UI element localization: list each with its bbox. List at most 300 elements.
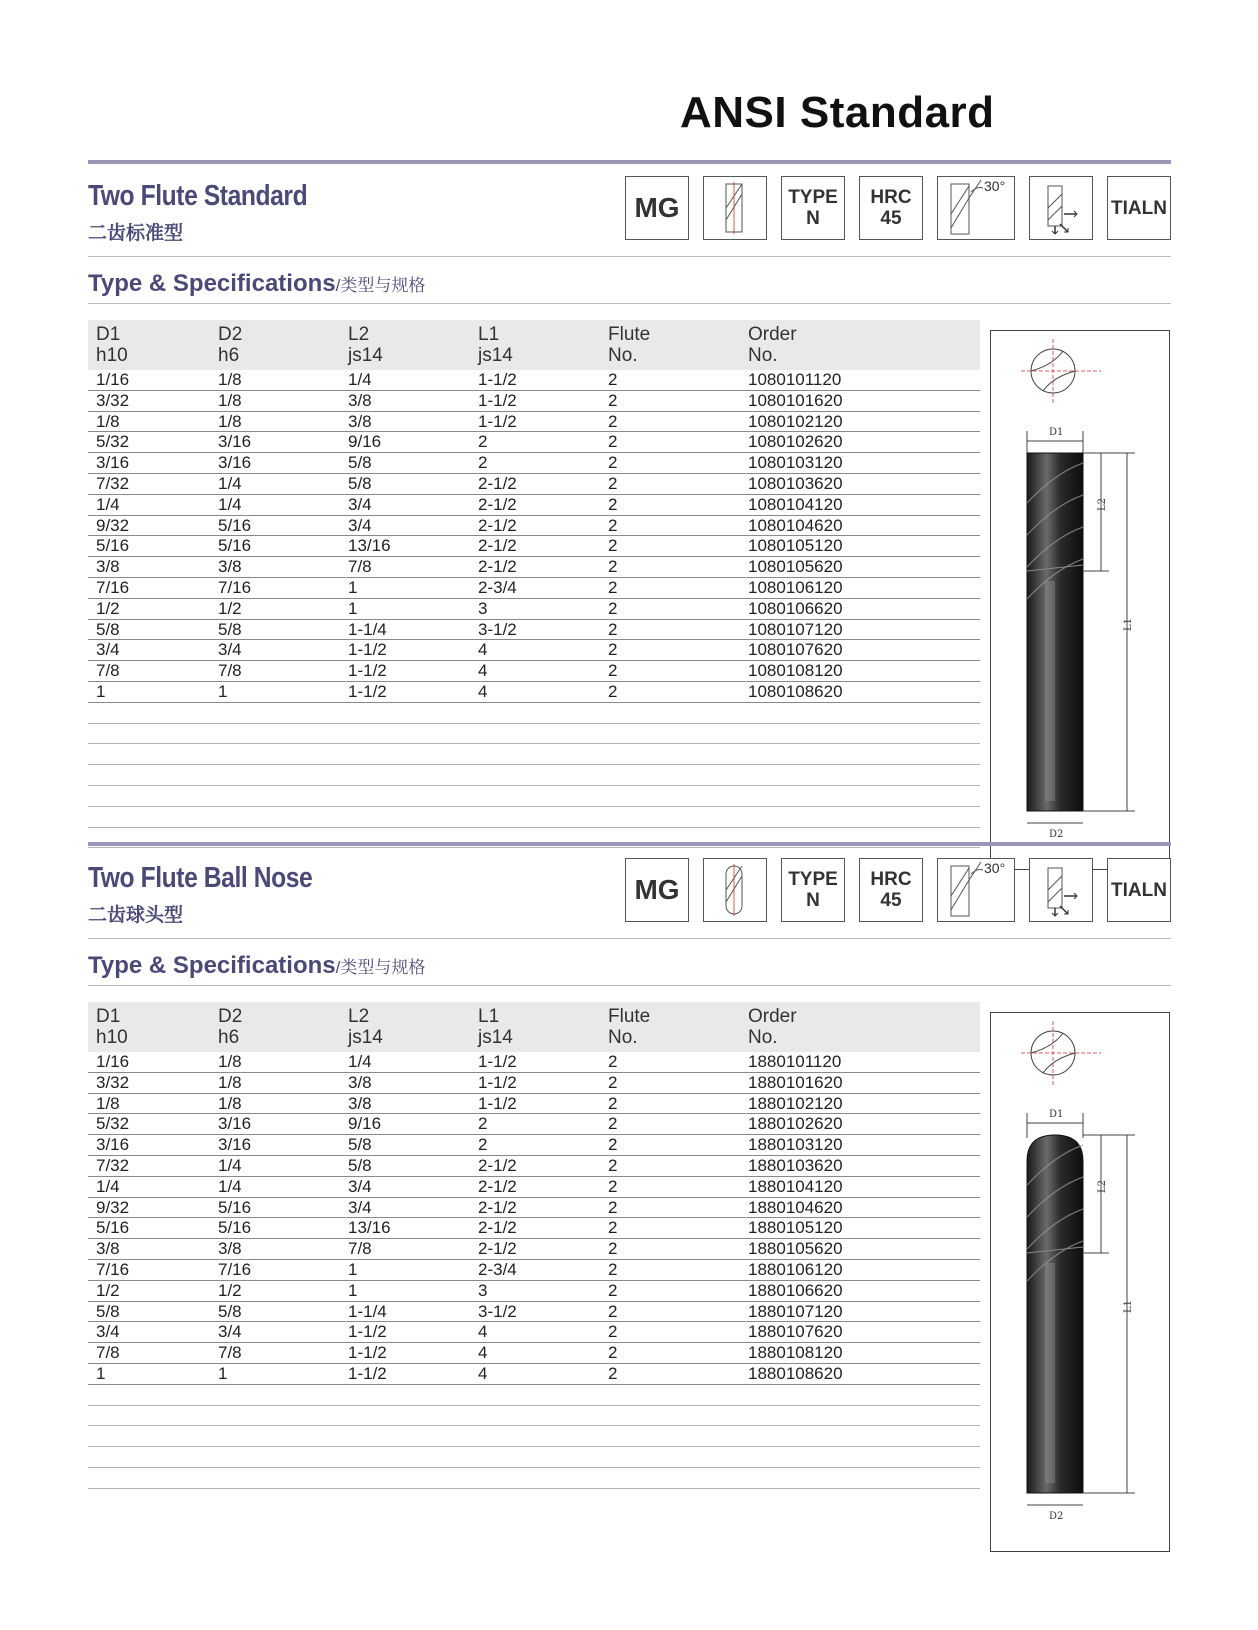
type-label: TYPE (788, 869, 838, 890)
table-cell: 2 (608, 515, 618, 535)
table-cell: 5/16 (218, 515, 252, 535)
column-header-label: Order (748, 1006, 797, 1027)
table-cell: 2-1/2 (478, 473, 517, 493)
column-header-label: L2 (348, 324, 370, 345)
hrc-label: HRC (870, 869, 912, 890)
table-cell: 3/4 (218, 640, 242, 660)
table-cell: 4 (478, 681, 488, 701)
table-cell: 1/8 (96, 1093, 120, 1113)
material-badge (625, 176, 689, 240)
d2-label: D2 (1049, 829, 1064, 840)
table-row (88, 1177, 980, 1198)
table-row (88, 1239, 980, 1260)
table-row (88, 495, 980, 516)
table-cell: 5/16 (218, 1218, 252, 1238)
table-cell: 1080101620 (748, 390, 843, 410)
table-cell: 3/8 (218, 1239, 242, 1259)
table-cell: 2-1/2 (478, 1197, 517, 1217)
table-row (88, 1343, 980, 1364)
column-header (478, 324, 513, 366)
table-row (88, 640, 980, 661)
table-cell: 1/2 (218, 1280, 242, 1300)
empty-table-row (88, 703, 980, 724)
d2-label: D2 (1049, 1511, 1064, 1522)
column-header-tolerance: h10 (96, 1027, 128, 1048)
table-cell: 1880105120 (748, 1218, 843, 1238)
cutting-direction-icon (1036, 180, 1086, 236)
column-header-label: Order (748, 324, 797, 345)
table-cell: 2 (608, 432, 618, 452)
table-cell: 1080106120 (748, 577, 843, 597)
table-cell: 3-1/2 (478, 1301, 517, 1321)
table-cell: 3-1/2 (478, 619, 517, 639)
table-cell: 1 (218, 681, 228, 701)
table-cell: 1 (218, 1363, 228, 1383)
table-cell: 3/16 (218, 432, 252, 452)
product-section (88, 842, 1171, 1522)
table-cell: 1-1/2 (478, 1052, 517, 1071)
table-cell: 7/8 (96, 661, 120, 681)
hrc-value: 45 (880, 208, 902, 229)
table-cell: 2 (608, 370, 618, 389)
table-cell: 2 (608, 661, 618, 681)
end-mill-illustration (991, 331, 1169, 869)
table-cell: 1880103620 (748, 1155, 843, 1175)
table-cell: 3/16 (218, 1114, 252, 1134)
section-title: Two Flute Standard (88, 180, 308, 212)
table-cell: 1-1/2 (478, 1072, 517, 1092)
table-cell: 1880104120 (748, 1176, 843, 1196)
section-rule (88, 256, 1171, 257)
empty-table-row (88, 744, 980, 765)
column-header-label: D1 (96, 324, 121, 345)
table-row (88, 370, 980, 391)
table-cell: 1080104620 (748, 515, 843, 535)
table-row (88, 557, 980, 578)
table-cell: 1880104620 (748, 1197, 843, 1217)
column-header-label: D2 (218, 324, 243, 345)
tool-shape-badge (703, 858, 767, 922)
table-cell: 4 (478, 640, 488, 660)
table-cell: 3/8 (96, 557, 120, 577)
table-row (88, 578, 980, 599)
table-cell: 2 (608, 473, 618, 493)
coating-badge (1107, 858, 1171, 922)
d1-label: D1 (1049, 427, 1064, 438)
table-cell: 1080102120 (748, 411, 843, 431)
empty-table-row (88, 786, 980, 807)
table-cell: 5/8 (218, 619, 242, 639)
column-header-label: D1 (96, 1006, 121, 1027)
type-label: TYPE (788, 187, 838, 208)
coating-label: TIALN (1111, 879, 1167, 901)
type-value: N (806, 208, 820, 229)
table-cell: 2 (608, 390, 618, 410)
table-cell: 1/4 (218, 494, 242, 514)
helix-angle-value: 30° (984, 178, 1006, 194)
column-header-tolerance: h10 (96, 345, 128, 366)
table-cell: 2-1/2 (478, 557, 517, 577)
table-cell: 1/8 (218, 1052, 242, 1071)
helix-angle-badge (937, 858, 1015, 922)
hrc-label: HRC (870, 187, 912, 208)
table-cell: 2-1/2 (478, 536, 517, 556)
table-cell: 2 (608, 619, 618, 639)
table-cell: 2 (478, 432, 488, 452)
table-row (88, 1218, 980, 1239)
table-cell: 1 (348, 577, 358, 597)
type-badge (781, 858, 845, 922)
table-cell: 2 (608, 536, 618, 556)
material-badge (625, 858, 689, 922)
column-header-tolerance: No. (608, 345, 638, 366)
table-cell: 1/4 (218, 1176, 242, 1196)
column-header (218, 1006, 242, 1048)
helix-angle-value: 30° (984, 860, 1006, 876)
section-rule (88, 938, 1171, 939)
material-label: MG (634, 192, 680, 223)
table-cell: 3/8 (96, 1239, 120, 1259)
table-cell: 2 (608, 1363, 618, 1383)
table-cell: 1080105120 (748, 536, 843, 556)
column-header (348, 324, 383, 366)
section-subtitle: 二齿标准型 (88, 223, 184, 244)
material-label: MG (634, 874, 680, 905)
table-cell: 9/16 (348, 1114, 382, 1134)
column-header-tolerance: js14 (348, 345, 383, 366)
column-header-tolerance: js14 (348, 1027, 383, 1048)
table-cell: 1/4 (348, 1052, 372, 1071)
column-header (748, 324, 797, 366)
table-cell: 1-1/2 (348, 681, 387, 701)
table-cell: 5/8 (96, 619, 120, 639)
table-cell: 1880103120 (748, 1135, 843, 1155)
table-cell: 13/16 (348, 536, 391, 556)
column-header-tolerance: No. (748, 345, 778, 366)
cutting-direction-icon (1036, 862, 1086, 918)
table-cell: 1880107120 (748, 1301, 843, 1321)
table-cell: 1880106620 (748, 1280, 843, 1300)
table-cell: 3/8 (348, 1072, 372, 1092)
table-cell: 2 (478, 1135, 488, 1155)
empty-table-row (88, 1426, 980, 1447)
table-cell: 7/32 (96, 473, 130, 493)
table-cell: 4 (478, 1343, 488, 1363)
spec-table (88, 1002, 980, 1489)
column-header (608, 324, 650, 366)
table-cell: 2-1/2 (478, 1155, 517, 1175)
table-cell: 1080107620 (748, 640, 843, 660)
column-header (748, 1006, 797, 1048)
table-cell: 3 (478, 598, 488, 618)
table-cell: 13/16 (348, 1218, 391, 1238)
section-divider (88, 160, 1171, 164)
table-cell: 1-1/2 (478, 390, 517, 410)
end-mill-drawing (990, 330, 1170, 870)
table-cell: 1-1/2 (348, 1343, 387, 1363)
table-cell: 1880101620 (748, 1072, 843, 1092)
table-cell: 1-1/2 (348, 1322, 387, 1342)
table-cell: 1/4 (348, 370, 372, 389)
table-cell: 1 (348, 598, 358, 618)
table-cell: 3/16 (218, 453, 252, 473)
table-cell: 2 (608, 1176, 618, 1196)
table-cell: 1880108120 (748, 1343, 843, 1363)
table-cell: 5/32 (96, 432, 130, 452)
table-cell: 3/4 (218, 1322, 242, 1342)
table-cell: 1/8 (218, 411, 242, 431)
table-row (88, 412, 980, 433)
type-value: N (806, 890, 820, 911)
table-cell: 1/4 (96, 494, 120, 514)
spec-rule (88, 303, 1171, 304)
section-title: Two Flute Ball Nose (88, 862, 313, 894)
page-title: ANSI Standard (680, 88, 995, 137)
table-cell: 2 (608, 557, 618, 577)
table-row (88, 682, 980, 703)
column-header-tolerance: h6 (218, 345, 240, 366)
table-cell: 1080103620 (748, 473, 843, 493)
table-cell: 1/8 (218, 1072, 242, 1092)
table-row (88, 1114, 980, 1135)
tool-shape-badge (703, 176, 767, 240)
table-cell: 1080102620 (748, 432, 843, 452)
table-cell: 1880107620 (748, 1322, 843, 1342)
table-cell: 1 (348, 1259, 358, 1279)
table-cell: 7/16 (218, 1259, 252, 1279)
spec-heading (88, 952, 425, 980)
table-cell: 2 (608, 640, 618, 660)
cutting-direction-badge (1029, 858, 1093, 922)
table-cell: 1-1/4 (348, 1301, 387, 1321)
spec-heading (88, 270, 425, 298)
table-cell: 1/8 (96, 411, 120, 431)
coating-label: TIALN (1111, 197, 1167, 219)
table-cell: 1/8 (218, 390, 242, 410)
column-header-tolerance: js14 (478, 1027, 513, 1048)
table-cell: 4 (478, 1363, 488, 1383)
table-cell: 1/2 (218, 598, 242, 618)
table-cell: 9/32 (96, 515, 130, 535)
feature-badges (625, 176, 1171, 240)
table-cell: 7/32 (96, 1155, 130, 1175)
tool-shape-icon (710, 180, 760, 236)
table-cell: 3/4 (348, 1176, 372, 1196)
table-header (88, 320, 980, 370)
table-cell: 9/16 (348, 432, 382, 452)
table-row (88, 1260, 980, 1281)
table-cell: 1080104120 (748, 494, 843, 514)
table-cell: 5/8 (348, 473, 372, 493)
empty-table-row (88, 1406, 980, 1427)
table-header (88, 1002, 980, 1052)
table-cell: 5/8 (218, 1301, 242, 1321)
table-row (88, 1052, 980, 1073)
table-cell: 4 (478, 1322, 488, 1342)
table-cell: 1880101120 (748, 1052, 842, 1071)
table-cell: 1-1/2 (478, 1093, 517, 1113)
table-cell: 1880108620 (748, 1363, 843, 1383)
table-cell: 2 (478, 1114, 488, 1134)
table-cell: 1-1/2 (348, 1363, 387, 1383)
table-row (88, 661, 980, 682)
feature-badges (625, 858, 1171, 922)
table-cell: 9/32 (96, 1197, 130, 1217)
table-cell: 5/16 (218, 1197, 252, 1217)
tool-shape-icon (710, 862, 760, 918)
table-cell: 3/8 (348, 411, 372, 431)
d1-label: D1 (1049, 1109, 1064, 1120)
table-cell: 3/4 (348, 494, 372, 514)
table-cell: 3/4 (96, 1322, 120, 1342)
column-header (96, 1006, 128, 1048)
coating-badge (1107, 176, 1171, 240)
hrc-value: 45 (880, 890, 902, 911)
table-cell: 2 (608, 1197, 618, 1217)
spec-subtitle: /类型与规格 (335, 276, 426, 295)
table-row (88, 620, 980, 641)
table-cell: 5/16 (96, 536, 130, 556)
table-cell: 1880105620 (748, 1239, 843, 1259)
table-cell: 1/4 (218, 473, 242, 493)
column-header-label: D2 (218, 1006, 243, 1027)
table-cell: 3/4 (96, 640, 120, 660)
table-row (88, 432, 980, 453)
table-cell: 2 (478, 453, 488, 473)
table-cell: 2-3/4 (478, 1259, 517, 1279)
empty-table-row (88, 765, 980, 786)
table-cell: 7/8 (348, 1239, 372, 1259)
table-cell: 3 (478, 1280, 488, 1300)
column-header-tolerance: No. (748, 1027, 778, 1048)
table-cell: 1-1/2 (478, 411, 517, 431)
table-cell: 3/8 (218, 557, 242, 577)
column-header-label: Flute (608, 324, 651, 345)
column-header (478, 1006, 513, 1048)
table-row (88, 1364, 980, 1385)
table-row (88, 1198, 980, 1219)
empty-table-row (88, 1468, 980, 1489)
section-subtitle: 二齿球头型 (88, 905, 184, 926)
column-header-tolerance: h6 (218, 1027, 240, 1048)
table-cell: 1/16 (96, 1052, 130, 1071)
table-cell: 1/16 (96, 370, 130, 389)
table-body (88, 370, 980, 848)
table-cell: 3/4 (348, 1197, 372, 1217)
table-cell: 3/8 (348, 390, 372, 410)
end-mill-illustration (991, 1013, 1169, 1551)
table-cell: 7/8 (96, 1343, 120, 1363)
column-header-label: L1 (478, 1006, 500, 1027)
table-cell: 7/16 (218, 577, 252, 597)
column-header-label: Flute (608, 1006, 651, 1027)
table-cell: 1/2 (96, 598, 120, 618)
table-cell: 1080106620 (748, 598, 843, 618)
table-cell: 2 (608, 411, 618, 431)
table-cell: 3/16 (96, 453, 130, 473)
table-cell: 2 (608, 1218, 618, 1238)
hrc-badge (859, 176, 923, 240)
table-row (88, 1281, 980, 1302)
column-header-label: L1 (478, 324, 500, 345)
table-cell: 2 (608, 1155, 618, 1175)
table-row (88, 474, 980, 495)
table-body (88, 1052, 980, 1489)
table-cell: 1880102620 (748, 1114, 843, 1134)
table-cell: 3/32 (96, 1072, 130, 1092)
spec-table (88, 320, 980, 848)
column-header-label: L2 (348, 1006, 370, 1027)
table-cell: 1080105620 (748, 557, 843, 577)
table-cell: 2 (608, 1052, 618, 1071)
table-row (88, 1073, 980, 1094)
table-cell: 2 (608, 1322, 618, 1342)
table-cell: 1080108120 (748, 661, 843, 681)
table-cell: 1080108620 (748, 681, 843, 701)
end-mill-drawing (990, 1012, 1170, 1552)
table-cell: 2-1/2 (478, 1239, 517, 1259)
table-row (88, 1135, 980, 1156)
column-header-tolerance: js14 (478, 345, 513, 366)
table-cell: 3/8 (348, 1093, 372, 1113)
empty-table-row (88, 1447, 980, 1468)
table-cell: 2 (608, 1259, 618, 1279)
table-row (88, 516, 980, 537)
type-badge (781, 176, 845, 240)
table-cell: 2 (608, 453, 618, 473)
table-cell: 2 (608, 1343, 618, 1363)
table-row (88, 1094, 980, 1115)
table-cell: 2-1/2 (478, 494, 517, 514)
table-cell: 1880106120 (748, 1259, 843, 1279)
table-row (88, 599, 980, 620)
table-cell: 1 (96, 681, 106, 701)
empty-table-row (88, 724, 980, 745)
table-cell: 2-1/2 (478, 1176, 517, 1196)
l1-label: L1 (1123, 1299, 1134, 1313)
table-cell: 5/16 (96, 1218, 130, 1238)
table-cell: 3/4 (348, 515, 372, 535)
table-cell: 1080103120 (748, 453, 843, 473)
table-cell: 2 (608, 598, 618, 618)
table-cell: 2 (608, 1072, 618, 1092)
table-cell: 1880102120 (748, 1093, 843, 1113)
table-cell: 1/4 (96, 1176, 120, 1196)
table-cell: 2 (608, 1114, 618, 1134)
empty-table-row (88, 807, 980, 828)
table-cell: 7/8 (218, 1343, 242, 1363)
table-cell: 1-1/2 (348, 661, 387, 681)
table-cell: 2-1/2 (478, 515, 517, 535)
table-cell: 3/32 (96, 390, 130, 410)
empty-table-row (88, 1385, 980, 1406)
product-section (88, 160, 1171, 840)
table-cell: 1/2 (96, 1280, 120, 1300)
table-cell: 2 (608, 1135, 618, 1155)
l2-label: L2 (1097, 1179, 1108, 1193)
table-cell: 5/32 (96, 1114, 130, 1134)
table-cell: 1/8 (218, 1093, 242, 1113)
table-cell: 4 (478, 661, 488, 681)
table-cell: 2 (608, 1093, 618, 1113)
hrc-badge (859, 858, 923, 922)
table-row (88, 1302, 980, 1323)
table-cell: 5/8 (348, 1135, 372, 1155)
table-cell: 1080101120 (748, 370, 842, 389)
column-header (96, 324, 128, 366)
table-row (88, 391, 980, 412)
spec-subtitle: /类型与规格 (335, 958, 426, 977)
